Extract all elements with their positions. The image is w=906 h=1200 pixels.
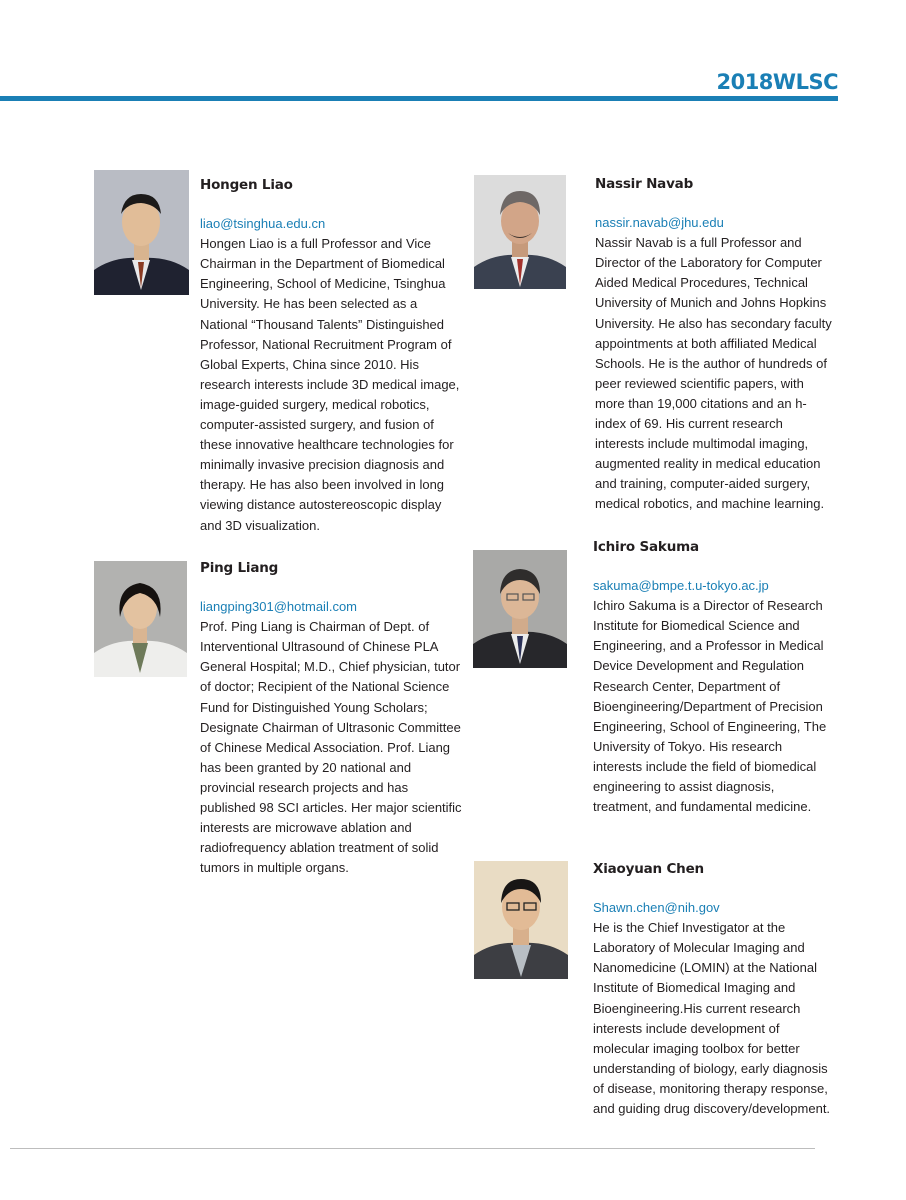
bio-text: Prof. Ping Liang is Chairman of Dept. of Interventional Ultrasound of Chinese PLA General Hospital; M.D., Chief physician, tutor of doctor; Recipient of the National Science Fund for Distinguished Young Scholars; Designate Chairman of Ultrasonic Committee of Chinese Medical Association. Prof. Liang has been granted by 20 national and provincial research projects and has published 98 SCI articles. Her major scientific interests are microwave ablation and radiofrequency ablation treatment of solid tumors in multiple organs. (200, 619, 462, 876)
person-name: Nassir Navab (595, 176, 694, 192)
bio-nassir-navab (595, 174, 835, 515)
person-name: Ichiro Sakuma (593, 539, 699, 555)
brand-title: 2018WLSC (716, 70, 838, 94)
bio-text: Nassir Navab is a full Professor and Director of the Laboratory for Computer Aided Medical Procedures, Technical University of Munich and Johns Hopkins University. He also has secondary faculty appointments at both affiliated Medical Schools. He is the author of hundreds of peer reviewed scientific papers, with more than 19,000 citations and an h-index of 69. His current research interests include multimodal imaging, augmented reality in medical education and training, computer-aided surgery, medical robotics, and machine learning. (595, 235, 832, 512)
portrait-hongen-liao (94, 170, 189, 295)
bio-text: Ichiro Sakuma is a Director of Research Institute for Biomedical Science and Engineering, and a Professor in Medical Device Development and Regulation Research Center, Department of Bioengineering/Department of Precision Engineering, School of Engineering, The University of Tokyo. His research interests include the field of biomedical engineering to assist diagnosis, treatment, and fundamental medicine. (593, 598, 827, 815)
bio-xiaoyuan-chen (593, 859, 838, 1119)
footer-divider (10, 1148, 815, 1149)
person-name: Xiaoyuan Chen (593, 861, 704, 877)
bio-hongen-liao (200, 175, 465, 536)
email-link[interactable]: sakuma@bmpe.t.u-tokyo.ac.jp (593, 578, 769, 594)
person-name: Hongen Liao (200, 177, 293, 193)
email-link[interactable]: Shawn.chen@nih.gov (593, 900, 720, 916)
email-link[interactable]: liao@tsinghua.edu.cn (200, 216, 326, 232)
bio-ping-liang (200, 558, 465, 878)
person-name: Ping Liang (200, 560, 279, 576)
email-link[interactable]: liangping301@hotmail.com (200, 599, 358, 615)
bio-text: Hongen Liao is a full Professor and Vice Chairman in the Department of Biomedical Engineering, School of Medicine, Tsinghua University. He has been selected as a National “Thousand Talents” Distinguished Professor, National Recruitment Program of Global Experts, China since 2010. His research interests include 3D medical image, image-guided surgery, medical robotics, computer-assisted surgery, and fusion of these innovative healthcare technologies for minimally invasive precision diagnosis and therapy. He has also been involved in long viewing distance autostereoscopic display and 3D visualization. (200, 236, 460, 533)
portrait-ping-liang (94, 561, 187, 677)
portrait-nassir-navab (474, 175, 566, 289)
bio-ichiro-sakuma (593, 537, 833, 817)
portrait-ichiro-sakuma (473, 550, 567, 668)
bio-text: He is the Chief Investigator at the Laboratory of Molecular Imaging and Nanomedicine (LOMIN) at the National Institute of Biomedical Imaging and Bioengineering.His current research interests include development of molecular imaging toolbox for better understanding of biology, early diagnosis of disease, monitoring therapy response, and guiding drug discovery/development. (593, 920, 831, 1117)
header-divider (0, 96, 838, 101)
email-link[interactable]: nassir.navab@jhu.edu (595, 215, 724, 231)
portrait-xiaoyuan-chen (474, 861, 568, 979)
